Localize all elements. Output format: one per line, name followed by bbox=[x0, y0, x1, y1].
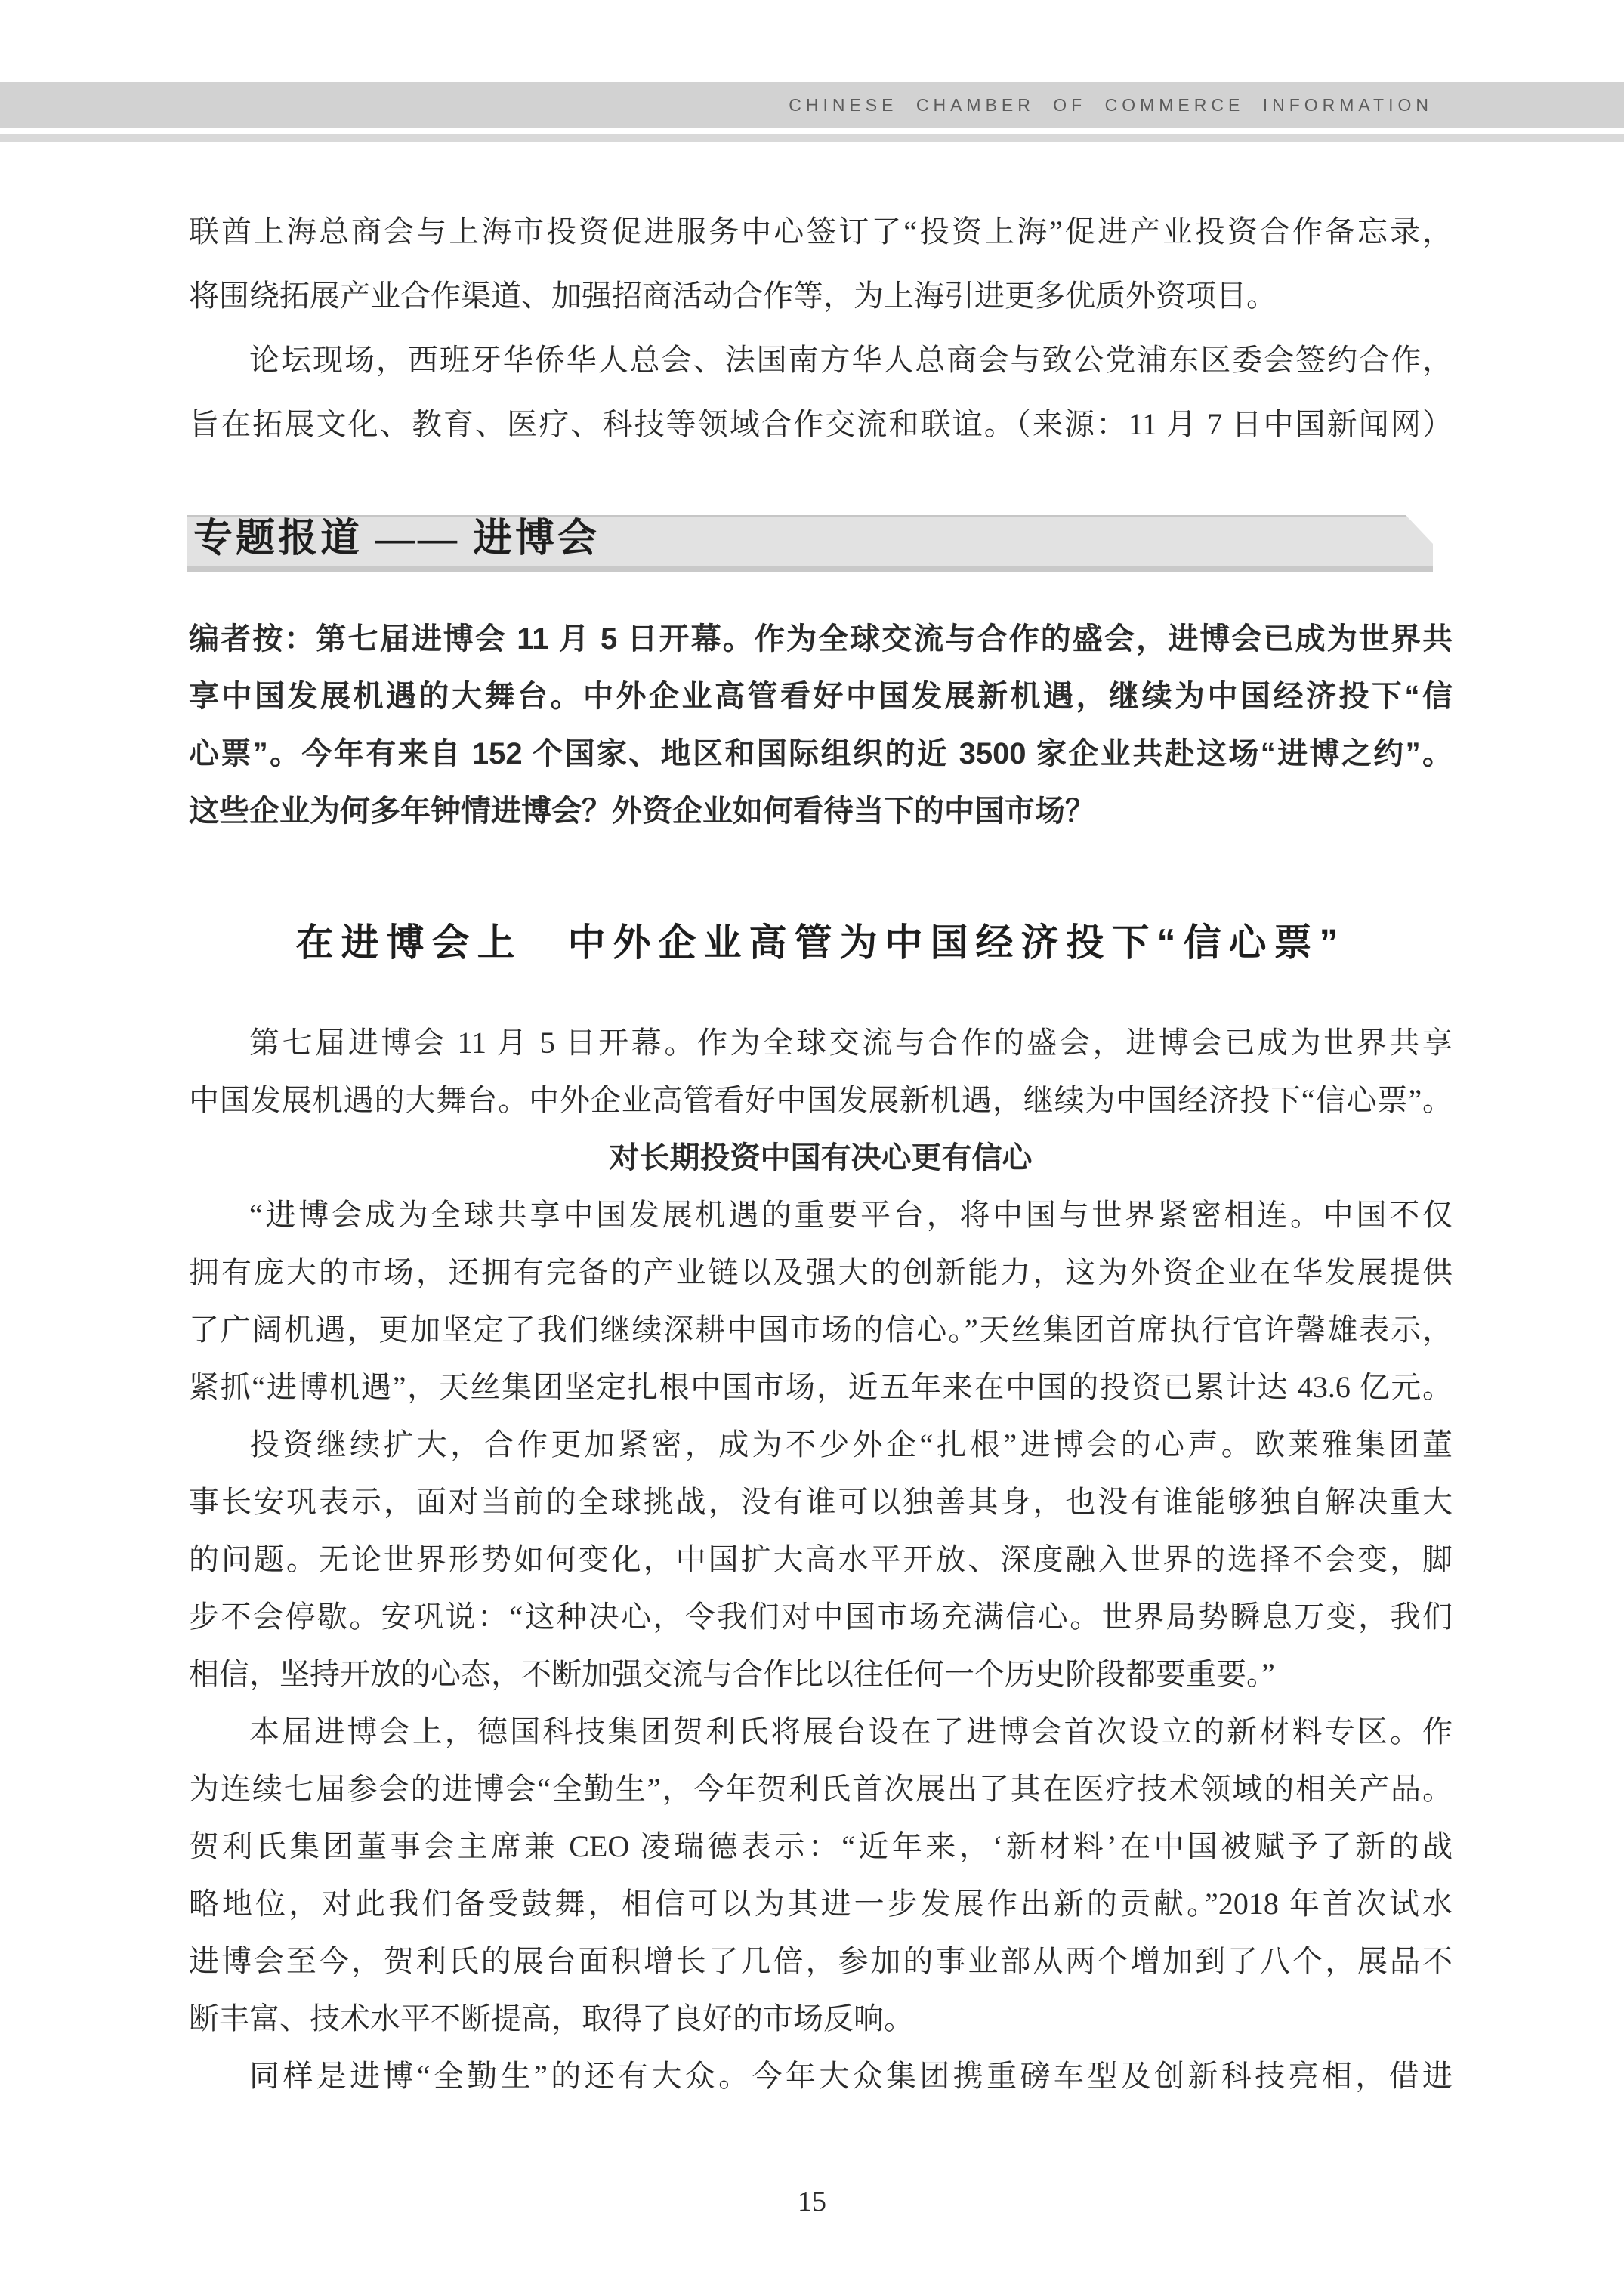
text-line: 将围绕拓展产业合作渠道、加强招商活动合作等，为上海引进更多优质外资项目。 bbox=[189, 279, 1277, 313]
text-line: 中国发展机遇的大舞台。中外企业高管看好中国发展新机遇，继续为中国经济投下“信心票”。 bbox=[189, 1083, 1453, 1117]
text-line: 略地位，对此我们备受鼓舞，相信可以为其进一步发展作出新的贡献。”2018 年首次试水 bbox=[189, 1887, 1453, 1921]
text-line: 紧抓“进博机遇”，天丝集团坚定扎根中国市场，近五年来在中国的投资已累计达 43.6 亿元。 bbox=[189, 1370, 1453, 1404]
text-line: 拥有庞大的市场，还拥有完备的产业链以及强大的创新能力，这为外资企业在华发展提供 bbox=[189, 1255, 1453, 1289]
text-line: 同样是进博“全勤生”的还有大众。今年大众集团携重磅车型及创新科技亮相，借进 bbox=[249, 2059, 1453, 2093]
text-line: 进博会至今，贺利氏的展台面积增长了几倍，参加的事业部从两个增加到了八个，展品不 bbox=[189, 1944, 1453, 1978]
text-line: 联酋上海总商会与上海市投资促进服务中心签订了“投资上海”促进产业投资合作备忘录， bbox=[189, 214, 1453, 248]
page-content bbox=[189, 199, 1453, 2105]
page-number: 15 bbox=[798, 2186, 826, 2217]
text-line: 为连续七届参会的进博会“全勤生”，今年贺利氏首次展出了其在医疗技术领域的相关产品。 bbox=[189, 1772, 1453, 1806]
section-header-bar bbox=[187, 515, 1433, 572]
editor-note-line: 这些企业为何多年钟情进博会？外资企业如何看待当下的中国市场？ bbox=[189, 795, 1095, 828]
header-banner-bar-thin bbox=[0, 134, 1624, 142]
text-line: 相信，坚持开放的心态，不断加强交流与合作比以往任何一个历史阶段都要重要。” bbox=[189, 1657, 1275, 1691]
text-line: 论坛现场，西班牙华侨华人总会、法国南方华人总商会与致公党浦东区委会签约合作， bbox=[249, 343, 1453, 377]
editor-note-line: 享中国发展机遇的大舞台。中外企业高管看好中国发展新机遇，继续为中国经济投下“信 bbox=[189, 680, 1453, 713]
section-header-label: 专题报道 —— 进博会 bbox=[193, 517, 601, 560]
text-line: 的问题。无论世界形势如何变化，中国扩大高水平开放、深度融入世界的选择不会变，脚 bbox=[189, 1542, 1453, 1576]
article-body bbox=[189, 1014, 1453, 2105]
text-line: 了广阔机遇，更加坚定了我们继续深耕中国市场的信心。”天丝集团首席执行官许馨雄表示， bbox=[189, 1313, 1453, 1347]
text-line: 第七届进博会 11 月 5 日开幕。作为全球交流与合作的盛会，进博会已成为世界共享 bbox=[249, 1026, 1453, 1060]
text-line: 本届进博会上，德国科技集团贺利氏将展台设在了进博会首次设立的新材料专区。作 bbox=[249, 1714, 1453, 1748]
text-line: “进博会成为全球共享中国发展机遇的重要平台，将中国与世界紧密相连。中国不仅 bbox=[249, 1198, 1453, 1232]
text-line: 断丰富、技术水平不断提高，取得了良好的市场反响。 bbox=[189, 2001, 914, 2035]
intro-paragraphs bbox=[189, 199, 1453, 456]
editor-note bbox=[189, 610, 1453, 840]
editor-note-line: 编者按：第七届进博会 11 月 5 日开幕。作为全球交流与合作的盛会，进博会已成为世界共 bbox=[189, 622, 1453, 656]
text-line: 步不会停歇。安巩说：“这种决心，令我们对中国市场充满信心。世界局势瞬息万变，我们 bbox=[189, 1600, 1453, 1634]
text-line: 旨在拓展文化、教育、医疗、科技等领域合作交流和联谊。（来源：11 月 7 日中国新闻网） bbox=[189, 407, 1453, 441]
editor-note-line: 心票”。今年有来自 152 个国家、地区和国际组织的近 3500 家企业共赴这场“进博之约”。 bbox=[189, 737, 1453, 770]
text-line: 投资继续扩大，合作更加紧密，成为不少外企“扎根”进博会的心声。欧莱雅集团董 bbox=[249, 1427, 1453, 1461]
header-banner-text: CHINESE CHAMBER OF COMMERCE INFORMATION bbox=[789, 95, 1433, 115]
text-line: 贺利氏集团董事会主席兼 CEO 凌瑞德表示：“近年来，‘新材料’在中国被赋予了新的战 bbox=[189, 1829, 1453, 1863]
article-title: 在进博会上 中外企业高管为中国经济投下“信心票” bbox=[295, 921, 1346, 964]
subheading-line: 对长期投资中国有决心更有信心 bbox=[609, 1141, 1033, 1174]
text-line: 事长安巩表示，面对当前的全球挑战，没有谁可以独善其身，也没有谁能够独自解决重大 bbox=[189, 1485, 1453, 1519]
